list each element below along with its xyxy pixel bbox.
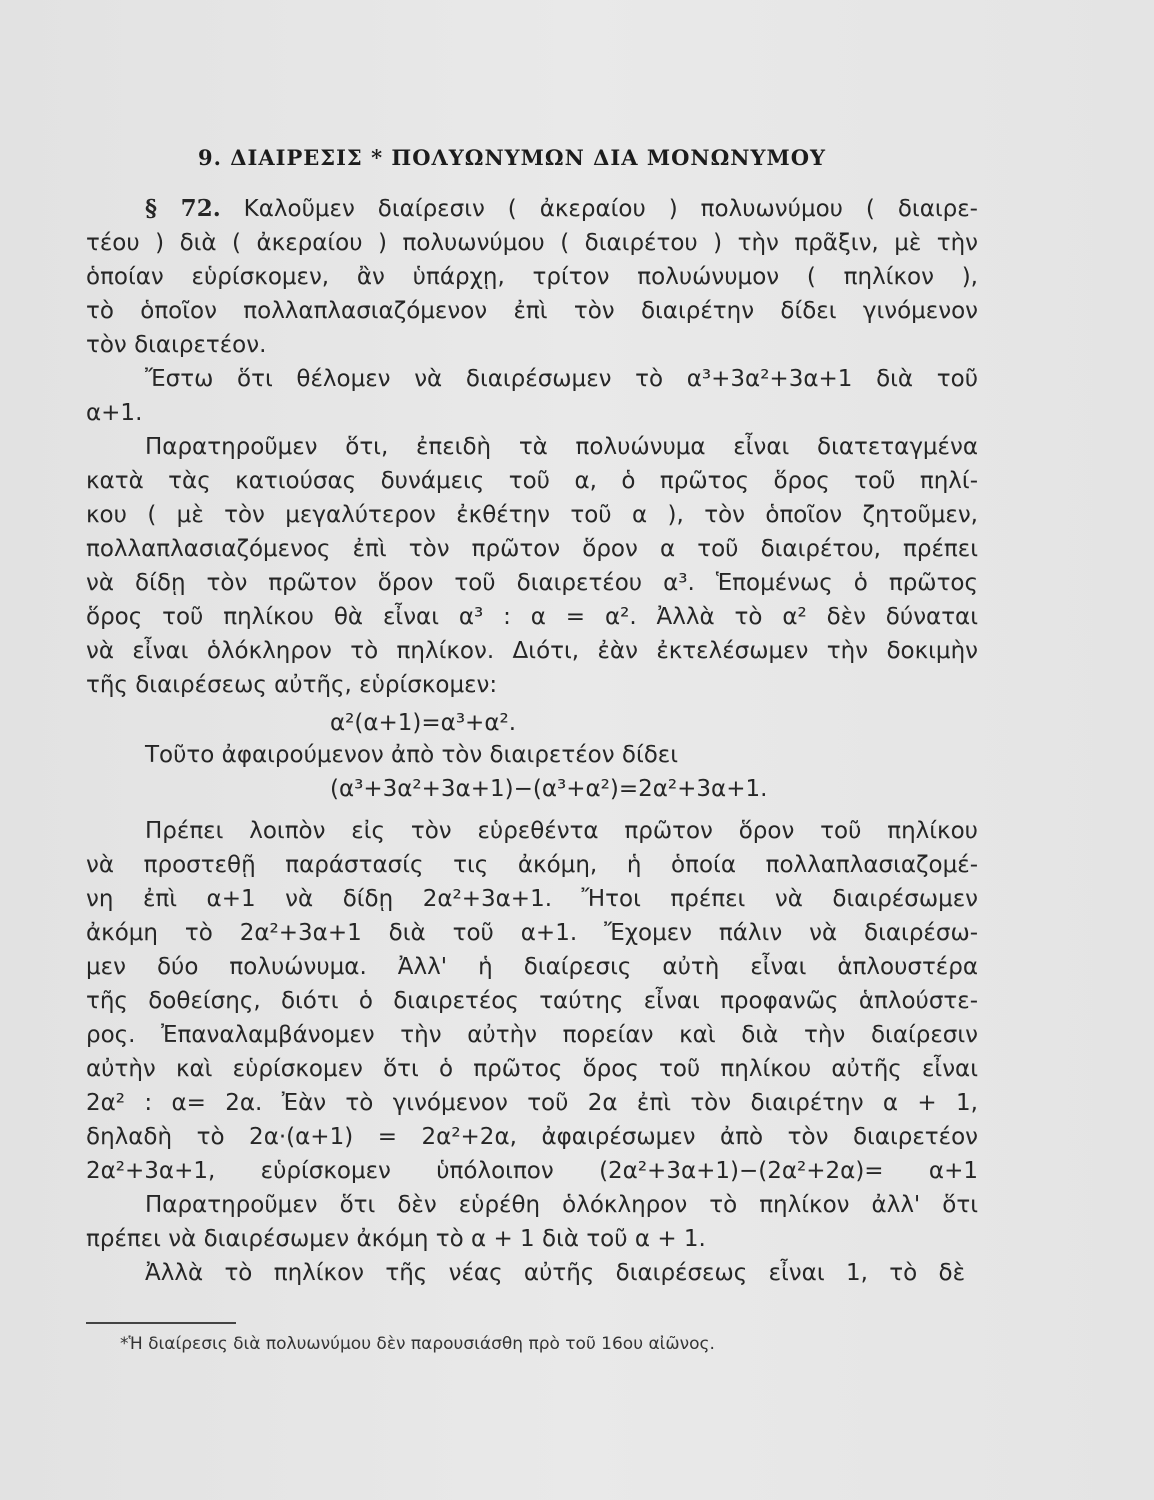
paragraph-line: αὐτὴν καὶ εὑρίσκομεν ὅτι ὁ πρῶτος ὅρος τοῦ πηλίκου αὐτῆς εἶναι [86, 1056, 978, 1082]
paragraph-line: ὅρος τοῦ πηλίκου θὰ εἶναι α³ : α = α². Ἀλλὰ τὸ α² δὲν δύναται [86, 604, 978, 630]
paragraph-line [145, 194, 978, 224]
section-heading: 9. ΔΙΑΙΡΕΣΙΣ * ΠΟΛΥΩΝΥΜΩΝ ΔΙΑ ΜΟΝΩΝΥΜΟΥ [198, 145, 826, 170]
paragraph-line: νὰ προστεθῇ παράστασίς τις ἀκόμη, ἡ ὁποία πολλαπλασιαζομέ- [86, 852, 978, 878]
footnote: *Ἡ διαίρεσις διὰ πολυωνύμου δὲν παρουσιάσθη πρὸ τοῦ 16ου αἰῶνος. [120, 1334, 715, 1354]
paragraph-line: νὰ εἶναι ὁλόκληρον τὸ πηλίκον. Διότι, ἐὰν ἐκτελέσωμεν τὴν δοκιμὴν [86, 638, 978, 664]
paragraph-line: Ἀλλὰ τὸ πηλίκον τῆς νέας αὐτῆς διαιρέσεως εἶναι 1, τὸ δὲ [145, 1260, 965, 1286]
paragraph-line: πολλαπλασιαζόμενος ἐπὶ τὸν πρῶτον ὅρον α τοῦ διαιρέτου, πρέπει [86, 536, 978, 562]
paragraph-line: τέου ) διὰ ( ἀκεραίου ) πολυωνύμου ( διαιρέτου ) τὴν πρᾶξιν, μὲ τὴν [86, 230, 978, 256]
paragraph-line: α+1. [86, 400, 143, 426]
section-number: § 72. [145, 195, 221, 222]
paragraph-line: νη ἐπὶ α+1 νὰ δίδῃ 2α²+3α+1. Ἤτοι πρέπει νὰ διαιρέσωμεν [86, 886, 978, 912]
paragraph-line: 2α² : α= 2α. Ἐὰν τὸ γινόμενον τοῦ 2α ἐπὶ τὸν διαιρέτην α + 1, [86, 1090, 978, 1116]
line-text: Καλοῦμεν διαίρεσιν ( ἀκεραίου ) πολυωνύμου ( διαιρε- [243, 196, 978, 222]
paragraph-line: κατὰ τὰς κατιούσας δυνάμεις τοῦ α, ὁ πρῶτος ὅρος τοῦ πηλί- [86, 468, 978, 494]
paragraph-line: Πρέπει λοιπὸν εἰς τὸν εὑρεθέντα πρῶτον ὅρον τοῦ πηλίκου [145, 818, 978, 844]
paragraph-line: Παρατηροῦμεν ὅτι δὲν εὑρέθη ὁλόκληρον τὸ πηλίκον ἀλλ' ὅτι [145, 1192, 978, 1218]
paragraph-line: ἀκόμη τὸ 2α²+3α+1 διὰ τοῦ α+1. Ἔχομεν πάλιν νὰ διαιρέσω- [86, 920, 978, 946]
paragraph-line: 2α²+3α+1, εὑρίσκομεν ὑπόλοιπον (2α²+3α+1)−(2α²+2α)= α+1 [86, 1158, 978, 1184]
paragraph-line: ρος. Ἐπαναλαμβάνομεν τὴν αὐτὴν πορείαν καὶ διὰ τὴν διαίρεσιν [86, 1022, 978, 1048]
paragraph-line: τὸ ὁποῖον πολλαπλασιαζόμενον ἐπὶ τὸν διαιρέτην δίδει γινόμενον [86, 298, 978, 324]
paragraph-line: νὰ δίδῃ τὸν πρῶτον ὅρον τοῦ διαιρετέου α³. Ἑπομένως ὁ πρῶτος [86, 570, 978, 596]
paragraph-line: Παρατηροῦμεν ὅτι, ἐπειδὴ τὰ πολυώνυμα εἶναι διατεταγμένα [145, 434, 978, 460]
paragraph-line: ὁποίαν εὑρίσκομεν, ἂν ὑπάρχῃ, τρίτον πολυώνυμον ( πηλίκον ), [86, 264, 978, 290]
footnote-divider [86, 1322, 236, 1324]
formula-line: α²(α+1)=α³+α². [330, 710, 517, 736]
paragraph-line: τῆς δοθείσης, διότι ὁ διαιρετέος ταύτης εἶναι προφανῶς ἁπλούστε- [86, 988, 978, 1014]
paragraph-line: μεν δύο πολυώνυμα. Ἀλλ' ἡ διαίρεσις αὐτὴ εἶναι ἁπλουστέρα [86, 954, 978, 980]
paragraph-line: τῆς διαιρέσεως αὐτῆς, εὑρίσκομεν: [86, 672, 498, 698]
paragraph-line: κου ( μὲ τὸν μεγαλύτερον ἐκθέτην τοῦ α ), τὸν ὁποῖον ζητοῦμεν, [86, 502, 978, 528]
paragraph-line: Ἔστω ὅτι θέλομεν νὰ διαιρέσωμεν τὸ α³+3α²+3α+1 διὰ τοῦ [145, 366, 978, 392]
paragraph-line: δηλαδὴ τὸ 2α·(α+1) = 2α²+2α, ἀφαιρέσωμεν ἀπὸ τὸν διαιρετέον [86, 1124, 978, 1150]
paragraph-line: τὸν διαιρετέον. [86, 332, 267, 358]
formula-line: (α³+3α²+3α+1)−(α³+α²)=2α²+3α+1. [330, 776, 768, 802]
paragraph-line: πρέπει νὰ διαιρέσωμεν ἀκόμη τὸ α + 1 διὰ τοῦ α + 1. [86, 1226, 706, 1252]
paragraph-line: Τοῦτο ἀφαιρούμενον ἀπὸ τὸν διαιρετέον δίδει [145, 742, 679, 768]
